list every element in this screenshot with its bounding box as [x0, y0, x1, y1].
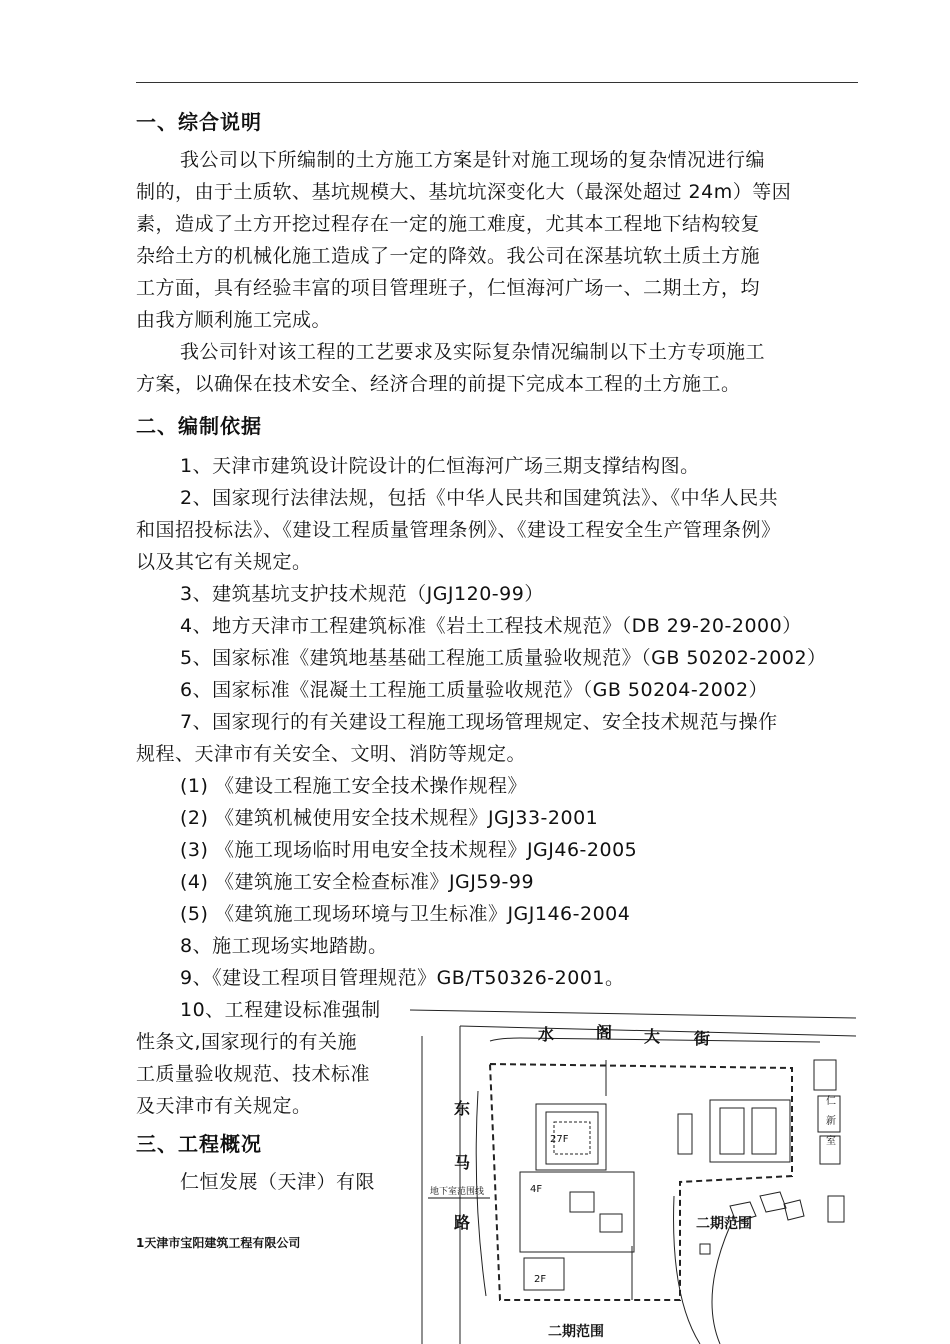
street-edge [410, 1010, 856, 1018]
list-item: 及天津市有关规定。 [136, 1095, 312, 1117]
header-rule [136, 82, 858, 83]
list-item: 7、国家现行的有关建设工程施工现场管理规定、安全技术规范与操作 [180, 711, 778, 733]
paragraph-line: 素，造成了土方开挖过程存在一定的施工难度，尤其本工程地下结构较复 [136, 213, 761, 235]
structure [700, 1244, 710, 1254]
street-top-char: 街 [694, 1029, 711, 1048]
structure [710, 1100, 790, 1162]
list-item: 工质量验收规范、技术标准 [136, 1063, 371, 1085]
street-top-char: 水 [538, 1025, 555, 1044]
podium-outline [570, 1192, 594, 1212]
sub-list-item: (2) 《建筑机械使用安全技术规程》JGJ33-2001 [180, 807, 599, 829]
floor-label-2: 2F [534, 1274, 547, 1285]
basement-range-label: 地下室范围线 [430, 1187, 485, 1197]
right-label-char: 仁 [826, 1096, 836, 1107]
structure [720, 1108, 744, 1154]
paragraph-line: 我公司以下所编制的土方施工方案是针对施工现场的复杂情况进行编 [180, 149, 766, 171]
list-item: 规程、天津市有关安全、文明、消防等规定。 [136, 743, 527, 765]
structure [752, 1108, 776, 1154]
list-item: 性条文,国家现行的有关施 [136, 1031, 358, 1053]
list-item: 4、地方天津市工程建筑标准《岩土工程技术规范》（DB 29-20-2000） [180, 615, 802, 637]
list-item: 以及其它有关规定。 [136, 551, 312, 573]
street-left-char: 路 [454, 1213, 471, 1232]
floor-label-4: 4F [530, 1184, 543, 1195]
list-item: 1、天津市建筑设计院设计的仁恒海河广场三期支撑结构图。 [180, 455, 700, 477]
street-left-char: 马 [454, 1153, 471, 1172]
right-label-char: 新 [826, 1116, 836, 1127]
paragraph-line: 制的，由于土质软、基坑规模大、基坑坑深变化大（最深处超过 24m）等因 [136, 181, 792, 203]
right-label-char: 室 [826, 1136, 836, 1147]
paragraph-line: 仁恒发展（天津）有限 [180, 1171, 376, 1193]
list-item: 6、国家标准《混凝土工程施工质量验收规范》（GB 50204-2002） [180, 679, 769, 701]
structure [784, 1200, 804, 1220]
structure [760, 1192, 786, 1212]
site-boundary [490, 1064, 792, 1300]
structure [814, 1060, 836, 1090]
structure [678, 1114, 692, 1154]
paragraph-line: 方案，以确保在技术安全、经济合理的前提下完成本工程的土方施工。 [136, 373, 741, 395]
list-item: 8、施工现场实地踏勘。 [180, 935, 388, 957]
street-left-char: 东 [454, 1099, 471, 1118]
footer-company: 1天津市宝阳建筑工程有限公司 [136, 1236, 301, 1250]
list-item: 10、工程建设标准强制 [180, 999, 381, 1021]
list-item: 2、国家现行法律法规，包括《中华人民共和国建筑法》、《中华人民共 [180, 487, 779, 509]
paragraph-line: 杂给土方的机械化施工造成了一定的降效。我公司在深基坑软土质土方施 [136, 245, 761, 267]
sub-list-item: (4) 《建筑施工安全检查标准》JGJ59-99 [180, 871, 535, 893]
list-item: 3、建筑基坑支护技术规范（JGJ120-99） [180, 583, 544, 605]
sub-list-item: (5) 《建筑施工现场环境与卫生标准》JGJ146-2004 [180, 903, 631, 925]
paragraph-line: 我公司针对该工程的工艺要求及实际复杂情况编制以下土方专项施工 [180, 341, 766, 363]
sub-list-item: (1) 《建设工程施工安全技术操作规程》 [180, 775, 527, 797]
sub-list-item: (3) 《施工现场临时用电安全技术规程》JGJ46-2005 [180, 839, 638, 861]
paragraph-line: 工方面，具有经验丰富的项目管理班子，仁恒海河广场一、二期土方，均 [136, 277, 761, 299]
list-item: 和国招投标法》、《建设工程质量管理条例》、《建设工程安全生产管理条例》 [136, 519, 781, 541]
section2-title: 二、编制依据 [136, 414, 262, 438]
phase2-label: 二期范围 [548, 1324, 604, 1340]
podium-outline [600, 1214, 622, 1232]
section3-title: 三、工程概况 [136, 1132, 262, 1156]
structure [828, 1196, 844, 1222]
street-top-char: 大 [644, 1027, 661, 1046]
site-plan-map [400, 996, 856, 1344]
floor-label-27: 27F [550, 1134, 569, 1145]
list-item: 9、《建设工程项目管理规范》GB/T50326-2001。 [180, 967, 625, 989]
section1-title: 一、综合说明 [136, 110, 262, 134]
street-top-char: 阁 [596, 1023, 613, 1042]
curb-line [712, 1226, 730, 1344]
phase2-label: 二期范围 [696, 1216, 752, 1232]
paragraph-line: 由我方顺利施工完成。 [136, 309, 332, 331]
list-item: 5、国家标准《建筑地基基础工程施工质量验收规范》（GB 50202-2002） [180, 647, 827, 669]
